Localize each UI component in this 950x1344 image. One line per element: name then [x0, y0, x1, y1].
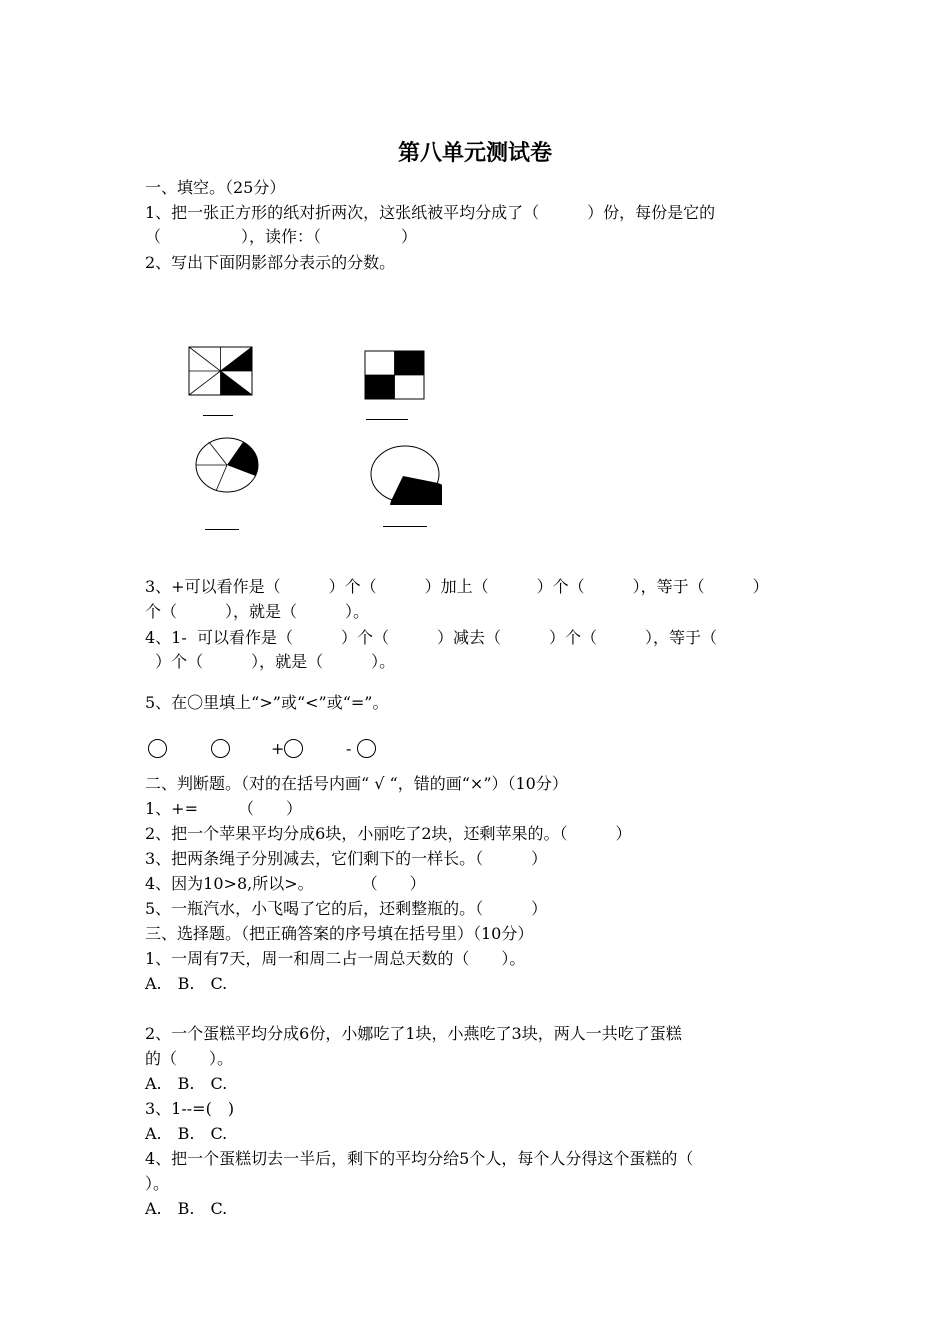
- shaded-quarter: [365, 375, 395, 399]
- page-title: 第八单元测试卷: [397, 140, 552, 166]
- judge-item: 1、+= （ ）: [145, 799, 302, 818]
- compare-circle[interactable]: [284, 739, 303, 758]
- choice-q4-options: A. B. C.: [145, 1199, 228, 1218]
- shaded-quarter: [395, 351, 425, 375]
- fraction-figure-circle-fifths: [194, 436, 260, 494]
- choice-q2-line1: 2、一个蛋糕平均分成6份，小娜吃了1块，小燕吃了3块，两人一共吃了蛋糕: [145, 1024, 682, 1043]
- answer-blank: [366, 419, 408, 420]
- choice-q3-options: A. B. C.: [145, 1124, 228, 1143]
- compare-circle[interactable]: [211, 739, 230, 758]
- judge-item: 5、一瓶汽水，小飞喝了它的后，还剩整瓶的。（ ）: [145, 899, 548, 918]
- section2-heading: 二、判断题。（对的在括号内画“ √ “，错的画“×”）（10分）: [145, 774, 568, 793]
- shaded-sector: [390, 476, 442, 505]
- q1-line2: （ ），读作：（ ）: [145, 227, 418, 246]
- q4-line1: 4、1- 可以看作是（ ）个（ ）减去（ ）个（ ），等于（: [145, 628, 717, 647]
- q4-line2: ）个（ ），就是（ ）。: [145, 652, 396, 671]
- answer-blank: [383, 526, 427, 527]
- shaded-sector: [227, 442, 258, 476]
- plus-sign: +: [271, 739, 285, 758]
- choice-q2-line2: 的（ ）。: [145, 1049, 234, 1068]
- section1-heading: 一、填空。（25分）: [145, 178, 286, 197]
- choice-q4-line1: 4、把一个蛋糕切去一半后，剩下的平均分给5个人，每个人分得这个蛋糕的（: [145, 1149, 694, 1168]
- q3-line1: 3、+可以看作是（ ）个（ ）加上（ ）个（ ），等于（ ）: [145, 577, 769, 596]
- section3-heading: 三、选择题。（把正确答案的序号填在括号里）（10分）: [145, 924, 534, 943]
- q2-text: 2、写出下面阴影部分表示的分数。: [145, 253, 396, 272]
- compare-circle[interactable]: [148, 739, 167, 758]
- choice-q4-line2: ）。: [145, 1174, 170, 1193]
- judge-item: 4、因为10>8,所以>。 （ ）: [145, 874, 426, 893]
- fraction-figure-square-triangles: [188, 346, 254, 398]
- choice-q1-options: A. B. C.: [145, 974, 228, 993]
- fraction-figure-circle-large: [368, 443, 442, 505]
- judge-item: 2、把一个苹果平均分成6块，小丽吃了2块，还剩苹果的。（ ）: [145, 824, 632, 843]
- answer-blank: [203, 415, 233, 416]
- answer-blank: [205, 529, 239, 530]
- choice-q1: 1、一周有7天，周一和周二占一周总天数的（ ）。: [145, 949, 526, 968]
- fraction-figure-square-quarters: [364, 350, 426, 400]
- choice-q2-options: A. B. C.: [145, 1074, 228, 1093]
- compare-circle[interactable]: [357, 739, 376, 758]
- choice-q3: 3、1--=( ): [145, 1099, 235, 1118]
- q5-text: 5、在〇里填上“>”或“<”或“=”。: [145, 693, 389, 712]
- judge-item: 3、把两条绳子分别减去，它们剩下的一样长。（ ）: [145, 849, 548, 868]
- minus-sign: -: [346, 739, 352, 758]
- q1-line1: 1、把一张正方形的纸对折两次，这张纸被平均分成了（ ）份，每份是它的: [145, 203, 716, 222]
- q3-line2: 个（ ），就是（ ）。: [145, 602, 370, 621]
